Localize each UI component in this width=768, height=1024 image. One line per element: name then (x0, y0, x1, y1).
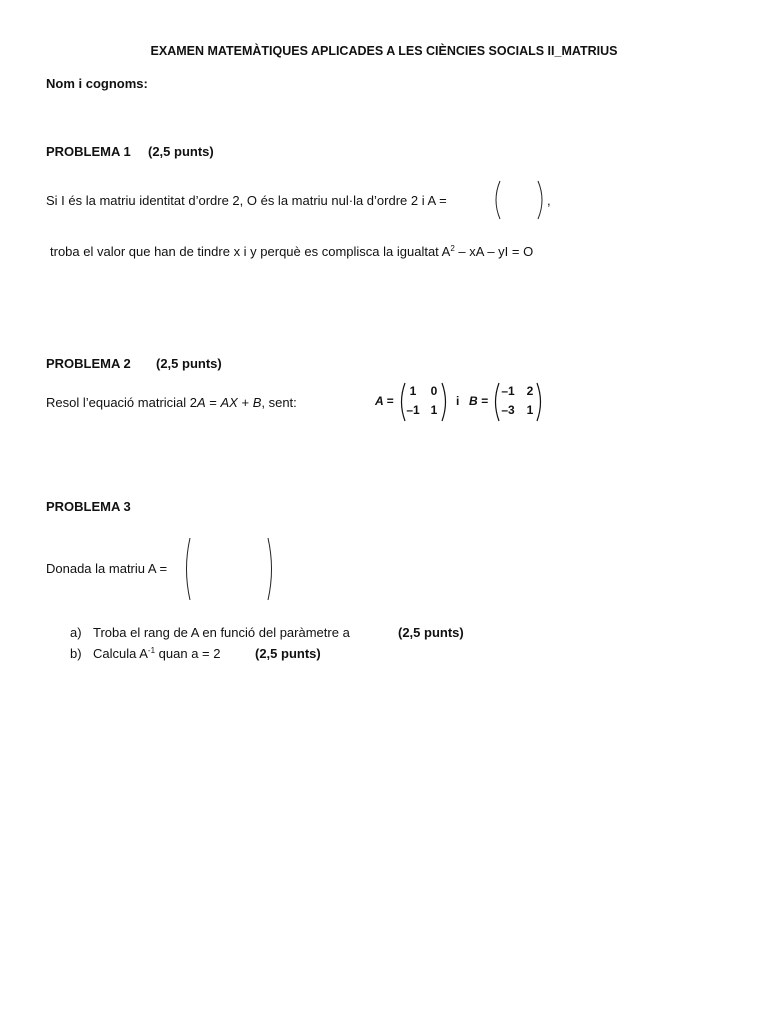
problem2-statement-prefix: Resol l’equació matricial 2 (46, 395, 198, 410)
matrix-a-right-paren (440, 382, 450, 422)
matrix-a-cell: 1 (409, 384, 417, 398)
problem3-matrix-left-paren (182, 537, 192, 601)
problem3-item-a-marker: a) (70, 625, 82, 640)
problem1-statement-comma: , (547, 193, 551, 208)
matrix-a-label (375, 394, 394, 408)
problem2-statement-b: B (252, 395, 262, 410)
problem3-item-b-text-prefix: Calcula A (93, 646, 148, 661)
problem1-heading: PROBLEMA 1 (46, 144, 131, 159)
matrix-b-label-text: B = (469, 394, 489, 408)
matrix-b-label (469, 394, 488, 408)
problem2-statement-ax: AX (220, 395, 238, 410)
problem3-heading: PROBLEMA 3 (46, 499, 131, 514)
matrix-b-cell: –3 (501, 403, 515, 417)
matrix-a-cell: –1 (406, 403, 420, 417)
problem3-item-a-text: Troba el rang de A en funció del paràmetre a (93, 625, 350, 640)
matrix-b-cell: –1 (501, 384, 515, 398)
problem2-heading: PROBLEMA 2 (46, 356, 131, 371)
problem3-statement: Donada la matriu A = (46, 561, 168, 576)
problem3-item-b-text (93, 646, 220, 661)
name-label: Nom i cognoms: (46, 76, 148, 91)
problem2-statement-eq: = (205, 395, 221, 410)
problem3-item-b-exponent: -1 (147, 646, 156, 655)
problem1-task-text: troba el valor que han de tindre x i y perquè es complisca la igualtat A (50, 244, 451, 259)
matrix-b-right-paren (535, 382, 545, 422)
matrix-a-cell: 0 (430, 384, 438, 398)
matrix-b-cell: 1 (526, 403, 534, 417)
problem2-statement-suffix: , sent: (261, 395, 297, 410)
exam-title: EXAMEN MATEMÀTIQUES APLICADES A LES CIÈNCIES SOCIALS II_MATRIUS (150, 44, 618, 58)
problem3-item-b-marker: b) (70, 646, 82, 661)
problem1-task (50, 244, 533, 259)
problem2-statement-plus: + (237, 395, 253, 410)
problem3-item-b-points: (2,5 punts) (255, 646, 321, 661)
matrix-b-cell: 2 (526, 384, 534, 398)
problem1-statement: Si I és la matriu identitat d’ordre 2, O és la matriu nul·la d’ordre 2 i A = (46, 193, 447, 208)
matrix-a-cell: 1 (430, 403, 438, 417)
problem1-points: (2,5 punts) (148, 144, 214, 159)
matrix-connector: i (456, 394, 460, 408)
problem1-task-suffix: – xA – yI = O (454, 244, 534, 259)
problem2-statement-a: A (197, 395, 206, 410)
problem1-matrix-a-left-paren (490, 180, 502, 220)
problem1-task-exponent: 2 (450, 244, 455, 253)
matrix-a-label-text: A = (375, 394, 394, 408)
problem3-item-b-text-suffix: quan a = 2 (155, 646, 221, 661)
problem2-statement (46, 395, 297, 410)
problem3-matrix-right-paren (266, 537, 276, 601)
problem2-points: (2,5 punts) (156, 356, 222, 371)
problem3-item-a-points: (2,5 punts) (398, 625, 464, 640)
